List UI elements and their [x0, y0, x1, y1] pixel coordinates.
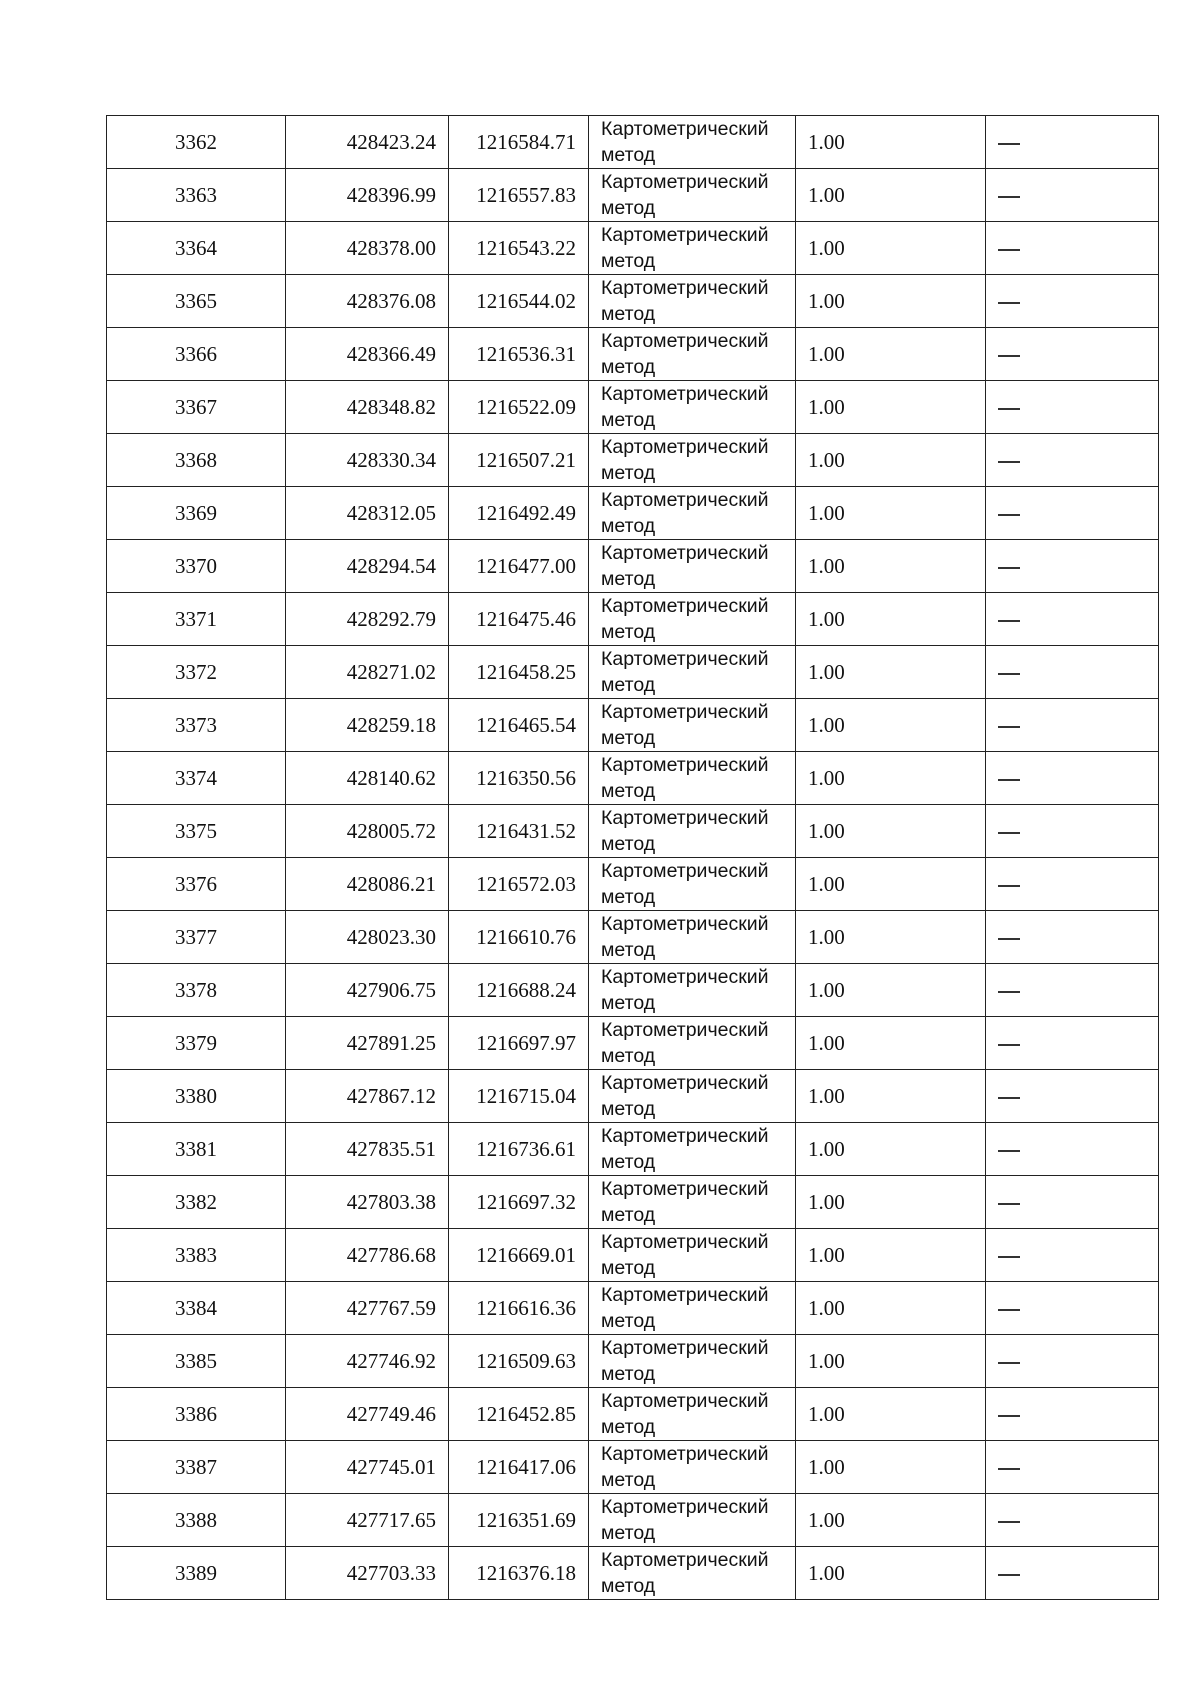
method-cell — [589, 1441, 796, 1494]
note-cell — [986, 1229, 1159, 1282]
precision-cell: 1.00 — [796, 1547, 986, 1600]
method-text-line-1: Картометрический — [601, 1390, 769, 1412]
method-cell — [589, 805, 796, 858]
method-text-line-2: метод — [601, 1522, 656, 1544]
y-coordinate-cell: 1216697.97 — [449, 1017, 589, 1070]
y-coordinate-cell: 1216616.36 — [449, 1282, 589, 1335]
note-cell — [986, 222, 1159, 275]
precision-cell: 1.00 — [796, 434, 986, 487]
method-cell — [589, 1070, 796, 1123]
table-row — [107, 275, 1159, 328]
point-number-cell: 3367 — [107, 381, 286, 434]
method-text-line-1: Картометрический — [601, 1178, 769, 1200]
table-body — [107, 116, 1159, 1600]
method-text-line-2: метод — [601, 1098, 656, 1120]
method-text-line-2: метод — [601, 1045, 656, 1067]
note-cell — [986, 1388, 1159, 1441]
method-text-line-1: Картометрический — [601, 542, 769, 564]
table-row — [107, 1494, 1159, 1547]
table-row — [107, 1123, 1159, 1176]
method-text-line-1: Картометрический — [601, 118, 769, 140]
note-cell — [986, 487, 1159, 540]
y-coordinate-cell: 1216431.52 — [449, 805, 589, 858]
method-cell — [589, 169, 796, 222]
point-number-cell: 3370 — [107, 540, 286, 593]
point-number-cell: 3363 — [107, 169, 286, 222]
method-text-line-2: метод — [601, 1257, 656, 1279]
y-coordinate-cell: 1216697.32 — [449, 1176, 589, 1229]
precision-cell: 1.00 — [796, 1070, 986, 1123]
x-coordinate-cell: 427803.38 — [286, 1176, 449, 1229]
x-coordinate-cell: 427749.46 — [286, 1388, 449, 1441]
precision-cell: 1.00 — [796, 275, 986, 328]
method-text-line-2: метод — [601, 621, 656, 643]
method-cell — [589, 1547, 796, 1600]
method-text-line-1: Картометрический — [601, 807, 769, 829]
y-coordinate-cell: 1216543.22 — [449, 222, 589, 275]
note-cell — [986, 116, 1159, 169]
table-row — [107, 1388, 1159, 1441]
method-cell — [589, 1335, 796, 1388]
y-coordinate-cell: 1216351.69 — [449, 1494, 589, 1547]
y-coordinate-cell: 1216736.61 — [449, 1123, 589, 1176]
point-number-cell: 3366 — [107, 328, 286, 381]
x-coordinate-cell: 427906.75 — [286, 964, 449, 1017]
y-coordinate-cell: 1216465.54 — [449, 699, 589, 752]
x-coordinate-cell: 427767.59 — [286, 1282, 449, 1335]
precision-cell: 1.00 — [796, 1282, 986, 1335]
precision-cell: 1.00 — [796, 1388, 986, 1441]
point-number-cell: 3380 — [107, 1070, 286, 1123]
table-row — [107, 805, 1159, 858]
y-coordinate-cell: 1216715.04 — [449, 1070, 589, 1123]
method-text-line-2: метод — [601, 1416, 656, 1438]
table-row — [107, 222, 1159, 275]
method-text-line-2: метод — [601, 833, 656, 855]
y-coordinate-cell: 1216507.21 — [449, 434, 589, 487]
table-row — [107, 858, 1159, 911]
method-cell — [589, 116, 796, 169]
point-number-cell: 3385 — [107, 1335, 286, 1388]
method-text-line-2: метод — [601, 992, 656, 1014]
method-text-line-1: Картометрический — [601, 1337, 769, 1359]
y-coordinate-cell: 1216584.71 — [449, 116, 589, 169]
dash-mark — [998, 1521, 1020, 1523]
table-row — [107, 752, 1159, 805]
precision-cell: 1.00 — [796, 805, 986, 858]
precision-cell: 1.00 — [796, 381, 986, 434]
table-row — [107, 699, 1159, 752]
x-coordinate-cell: 427867.12 — [286, 1070, 449, 1123]
method-text-line-2: метод — [601, 409, 656, 431]
y-coordinate-cell: 1216477.00 — [449, 540, 589, 593]
point-number-cell: 3374 — [107, 752, 286, 805]
method-text-line-2: метод — [601, 1204, 656, 1226]
method-text-line-1: Картометрический — [601, 860, 769, 882]
dash-mark — [998, 1044, 1020, 1046]
x-coordinate-cell: 428378.00 — [286, 222, 449, 275]
note-cell — [986, 381, 1159, 434]
table-row — [107, 1176, 1159, 1229]
table-row — [107, 964, 1159, 1017]
x-coordinate-cell: 428348.82 — [286, 381, 449, 434]
precision-cell: 1.00 — [796, 1123, 986, 1176]
dash-mark — [998, 1256, 1020, 1258]
y-coordinate-cell: 1216492.49 — [449, 487, 589, 540]
precision-cell: 1.00 — [796, 593, 986, 646]
method-cell — [589, 858, 796, 911]
dash-mark — [998, 726, 1020, 728]
method-text-line-2: метод — [601, 939, 656, 961]
method-cell — [589, 434, 796, 487]
method-cell — [589, 381, 796, 434]
note-cell — [986, 434, 1159, 487]
dash-mark — [998, 461, 1020, 463]
precision-cell: 1.00 — [796, 1441, 986, 1494]
point-number-cell: 3375 — [107, 805, 286, 858]
x-coordinate-cell: 428312.05 — [286, 487, 449, 540]
dash-mark — [998, 1150, 1020, 1152]
dash-mark — [998, 620, 1020, 622]
precision-cell: 1.00 — [796, 646, 986, 699]
method-text-line-2: метод — [601, 515, 656, 537]
method-text-line-2: метод — [601, 462, 656, 484]
method-cell — [589, 487, 796, 540]
note-cell — [986, 593, 1159, 646]
precision-cell: 1.00 — [796, 1176, 986, 1229]
method-text-line-1: Картометрический — [601, 754, 769, 776]
method-cell — [589, 1017, 796, 1070]
x-coordinate-cell: 428423.24 — [286, 116, 449, 169]
point-number-cell: 3382 — [107, 1176, 286, 1229]
dash-mark — [998, 143, 1020, 145]
method-text-line-1: Картометрический — [601, 1019, 769, 1041]
method-text-line-2: метод — [601, 197, 656, 219]
point-number-cell: 3381 — [107, 1123, 286, 1176]
dash-mark — [998, 779, 1020, 781]
note-cell — [986, 964, 1159, 1017]
note-cell — [986, 646, 1159, 699]
x-coordinate-cell: 428140.62 — [286, 752, 449, 805]
point-number-cell: 3369 — [107, 487, 286, 540]
point-number-cell: 3389 — [107, 1547, 286, 1600]
point-number-cell: 3376 — [107, 858, 286, 911]
note-cell — [986, 328, 1159, 381]
point-number-cell: 3387 — [107, 1441, 286, 1494]
y-coordinate-cell: 1216557.83 — [449, 169, 589, 222]
precision-cell: 1.00 — [796, 116, 986, 169]
y-coordinate-cell: 1216417.06 — [449, 1441, 589, 1494]
dash-mark — [998, 1097, 1020, 1099]
dash-mark — [998, 355, 1020, 357]
dash-mark — [998, 1203, 1020, 1205]
note-cell — [986, 1335, 1159, 1388]
method-text-line-2: метод — [601, 674, 656, 696]
table-row — [107, 487, 1159, 540]
dash-mark — [998, 885, 1020, 887]
table-row — [107, 1441, 1159, 1494]
table-row — [107, 1229, 1159, 1282]
method-cell — [589, 328, 796, 381]
y-coordinate-cell: 1216669.01 — [449, 1229, 589, 1282]
x-coordinate-cell: 428005.72 — [286, 805, 449, 858]
x-coordinate-cell: 428294.54 — [286, 540, 449, 593]
method-cell — [589, 752, 796, 805]
method-cell — [589, 275, 796, 328]
precision-cell: 1.00 — [796, 752, 986, 805]
note-cell — [986, 1547, 1159, 1600]
method-cell — [589, 1176, 796, 1229]
dash-mark — [998, 673, 1020, 675]
method-cell — [589, 540, 796, 593]
method-cell — [589, 222, 796, 275]
x-coordinate-cell: 428292.79 — [286, 593, 449, 646]
y-coordinate-cell: 1216458.25 — [449, 646, 589, 699]
point-number-cell: 3368 — [107, 434, 286, 487]
method-text-line-2: метод — [601, 886, 656, 908]
x-coordinate-cell: 428330.34 — [286, 434, 449, 487]
note-cell — [986, 858, 1159, 911]
precision-cell: 1.00 — [796, 540, 986, 593]
note-cell — [986, 1282, 1159, 1335]
table-row — [107, 1547, 1159, 1600]
y-coordinate-cell: 1216610.76 — [449, 911, 589, 964]
point-number-cell: 3386 — [107, 1388, 286, 1441]
x-coordinate-cell: 428086.21 — [286, 858, 449, 911]
point-number-cell: 3365 — [107, 275, 286, 328]
y-coordinate-cell: 1216522.09 — [449, 381, 589, 434]
method-text-line-2: метод — [601, 780, 656, 802]
point-number-cell: 3384 — [107, 1282, 286, 1335]
precision-cell: 1.00 — [796, 1494, 986, 1547]
y-coordinate-cell: 1216572.03 — [449, 858, 589, 911]
method-text-line-2: метод — [601, 250, 656, 272]
x-coordinate-cell: 427703.33 — [286, 1547, 449, 1600]
method-text-line-1: Картометрический — [601, 1496, 769, 1518]
table-row — [107, 328, 1159, 381]
dash-mark — [998, 1415, 1020, 1417]
precision-cell: 1.00 — [796, 858, 986, 911]
y-coordinate-cell: 1216509.63 — [449, 1335, 589, 1388]
coordinates-table — [106, 115, 1159, 1600]
point-number-cell: 3373 — [107, 699, 286, 752]
method-text-line-1: Картометрический — [601, 277, 769, 299]
x-coordinate-cell: 427835.51 — [286, 1123, 449, 1176]
precision-cell: 1.00 — [796, 911, 986, 964]
y-coordinate-cell: 1216544.02 — [449, 275, 589, 328]
method-text-line-1: Картометрический — [601, 1443, 769, 1465]
x-coordinate-cell: 427745.01 — [286, 1441, 449, 1494]
dash-mark — [998, 1574, 1020, 1576]
precision-cell: 1.00 — [796, 487, 986, 540]
y-coordinate-cell: 1216688.24 — [449, 964, 589, 1017]
dash-mark — [998, 1362, 1020, 1364]
x-coordinate-cell: 428259.18 — [286, 699, 449, 752]
x-coordinate-cell: 428271.02 — [286, 646, 449, 699]
method-text-line-1: Картометрический — [601, 383, 769, 405]
method-text-line-1: Картометрический — [601, 1125, 769, 1147]
method-text-line-1: Картометрический — [601, 1284, 769, 1306]
point-number-cell: 3372 — [107, 646, 286, 699]
note-cell — [986, 1494, 1159, 1547]
y-coordinate-cell: 1216350.56 — [449, 752, 589, 805]
dash-mark — [998, 196, 1020, 198]
precision-cell: 1.00 — [796, 169, 986, 222]
note-cell — [986, 911, 1159, 964]
method-text-line-1: Картометрический — [601, 595, 769, 617]
point-number-cell: 3371 — [107, 593, 286, 646]
method-text-line-1: Картометрический — [601, 701, 769, 723]
table-row — [107, 540, 1159, 593]
method-text-line-2: метод — [601, 144, 656, 166]
method-text-line-1: Картометрический — [601, 1549, 769, 1571]
table-row — [107, 1282, 1159, 1335]
x-coordinate-cell: 428396.99 — [286, 169, 449, 222]
y-coordinate-cell: 1216536.31 — [449, 328, 589, 381]
x-coordinate-cell: 427746.92 — [286, 1335, 449, 1388]
precision-cell: 1.00 — [796, 1017, 986, 1070]
x-coordinate-cell: 427786.68 — [286, 1229, 449, 1282]
table-row — [107, 593, 1159, 646]
precision-cell: 1.00 — [796, 1335, 986, 1388]
precision-cell: 1.00 — [796, 328, 986, 381]
method-text-line-2: метод — [601, 727, 656, 749]
method-text-line-2: метод — [601, 1151, 656, 1173]
precision-cell: 1.00 — [796, 1229, 986, 1282]
point-number-cell: 3362 — [107, 116, 286, 169]
method-text-line-1: Картометрический — [601, 489, 769, 511]
note-cell — [986, 805, 1159, 858]
x-coordinate-cell: 427891.25 — [286, 1017, 449, 1070]
x-coordinate-cell: 428376.08 — [286, 275, 449, 328]
note-cell — [986, 275, 1159, 328]
note-cell — [986, 169, 1159, 222]
precision-cell: 1.00 — [796, 699, 986, 752]
method-text-line-1: Картометрический — [601, 436, 769, 458]
dash-mark — [998, 832, 1020, 834]
method-text-line-2: метод — [601, 356, 656, 378]
method-cell — [589, 911, 796, 964]
dash-mark — [998, 249, 1020, 251]
method-text-line-1: Картометрический — [601, 648, 769, 670]
point-number-cell: 3388 — [107, 1494, 286, 1547]
table-row — [107, 434, 1159, 487]
dash-mark — [998, 1468, 1020, 1470]
method-cell — [589, 699, 796, 752]
point-number-cell: 3378 — [107, 964, 286, 1017]
x-coordinate-cell: 428023.30 — [286, 911, 449, 964]
method-cell — [589, 1282, 796, 1335]
table-row — [107, 381, 1159, 434]
method-text-line-2: метод — [601, 1310, 656, 1332]
method-text-line-2: метод — [601, 1363, 656, 1385]
dash-mark — [998, 938, 1020, 940]
method-cell — [589, 1494, 796, 1547]
method-cell — [589, 1229, 796, 1282]
note-cell — [986, 699, 1159, 752]
method-text-line-1: Картометрический — [601, 171, 769, 193]
method-text-line-2: метод — [601, 1575, 656, 1597]
note-cell — [986, 1017, 1159, 1070]
point-number-cell: 3383 — [107, 1229, 286, 1282]
point-number-cell: 3364 — [107, 222, 286, 275]
note-cell — [986, 752, 1159, 805]
method-text-line-2: метод — [601, 1469, 656, 1491]
method-cell — [589, 593, 796, 646]
method-cell — [589, 1388, 796, 1441]
y-coordinate-cell: 1216452.85 — [449, 1388, 589, 1441]
method-cell — [589, 1123, 796, 1176]
method-text-line-1: Картометрический — [601, 966, 769, 988]
dash-mark — [998, 514, 1020, 516]
table-row — [107, 911, 1159, 964]
table-row — [107, 1335, 1159, 1388]
method-text-line-1: Картометрический — [601, 1231, 769, 1253]
method-cell — [589, 646, 796, 699]
table-row — [107, 1070, 1159, 1123]
y-coordinate-cell: 1216376.18 — [449, 1547, 589, 1600]
dash-mark — [998, 567, 1020, 569]
precision-cell: 1.00 — [796, 964, 986, 1017]
y-coordinate-cell: 1216475.46 — [449, 593, 589, 646]
point-number-cell: 3377 — [107, 911, 286, 964]
method-text-line-1: Картометрический — [601, 224, 769, 246]
dash-mark — [998, 991, 1020, 993]
table-row — [107, 1017, 1159, 1070]
point-number-cell: 3379 — [107, 1017, 286, 1070]
method-text-line-2: метод — [601, 303, 656, 325]
note-cell — [986, 1070, 1159, 1123]
x-coordinate-cell: 427717.65 — [286, 1494, 449, 1547]
note-cell — [986, 540, 1159, 593]
dash-mark — [998, 1309, 1020, 1311]
method-cell — [589, 964, 796, 1017]
method-text-line-2: метод — [601, 568, 656, 590]
x-coordinate-cell: 428366.49 — [286, 328, 449, 381]
table-row — [107, 169, 1159, 222]
dash-mark — [998, 408, 1020, 410]
method-text-line-1: Картометрический — [601, 913, 769, 935]
note-cell — [986, 1441, 1159, 1494]
note-cell — [986, 1176, 1159, 1229]
note-cell — [986, 1123, 1159, 1176]
method-text-line-1: Картометрический — [601, 1072, 769, 1094]
table-row — [107, 116, 1159, 169]
method-text-line-1: Картометрический — [601, 330, 769, 352]
dash-mark — [998, 302, 1020, 304]
precision-cell: 1.00 — [796, 222, 986, 275]
table-row — [107, 646, 1159, 699]
